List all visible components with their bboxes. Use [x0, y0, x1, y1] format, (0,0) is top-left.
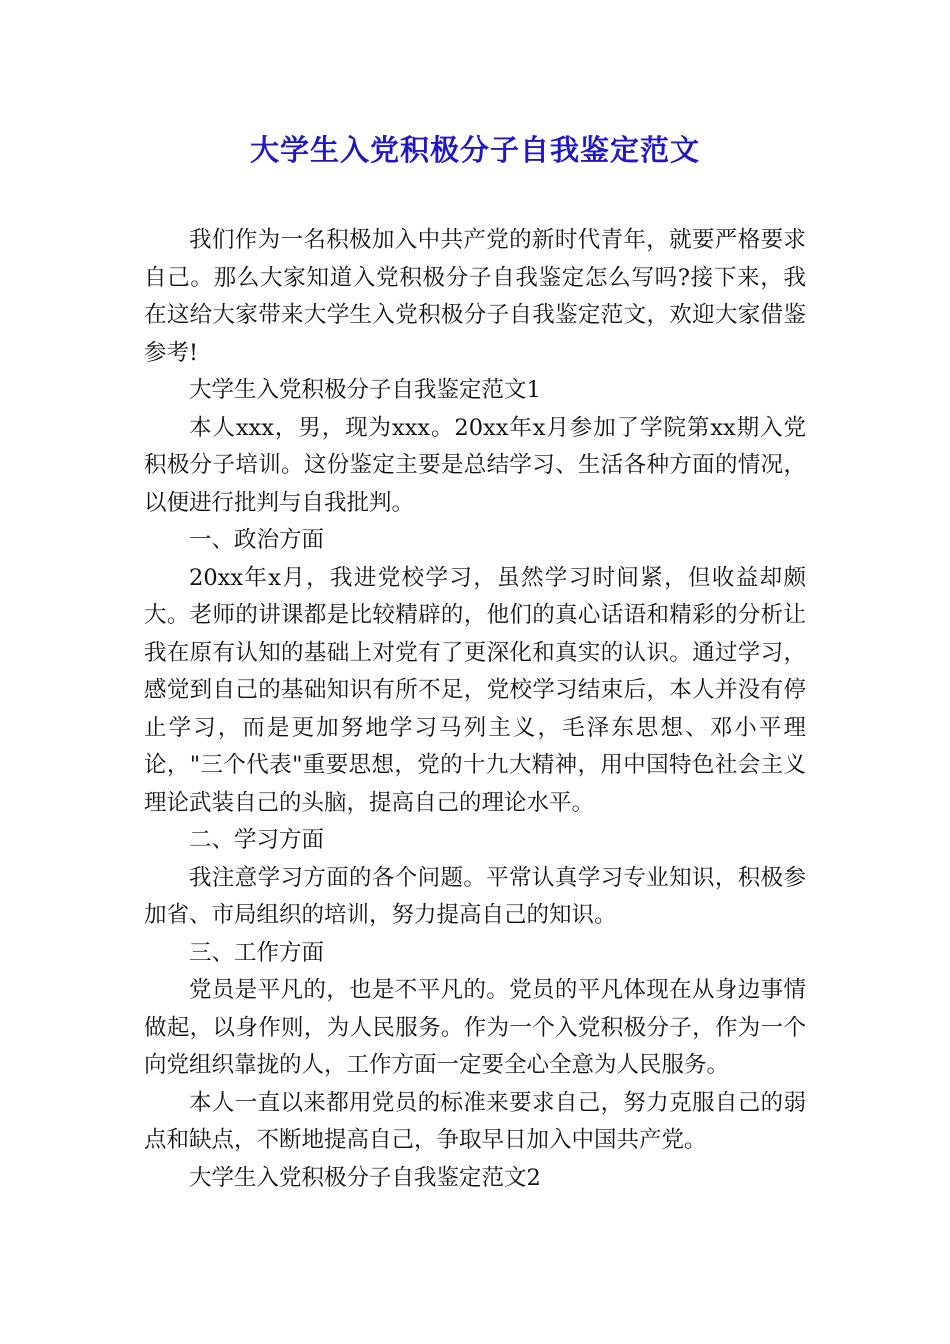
subheading-politics: 一、政治方面 — [189, 527, 325, 553]
paragraph-work: 党员是平凡的，也是不平凡的。党员的平凡体现在从身边事情做起，以身作则，为人民服务。作为一个入党积极分子，作为一个向党组织靠拢的人，工作方面一定要全心全意为人民服务。 — [144, 977, 806, 1078]
paragraph-politics: 20xx年x月，我进党校学习，虽然学习时间紧，但收益却颇大。老师的讲课都是比较精辟的，他们的真心话语和精彩的分析让我在原有认知的基础上对党有了更深化和真实的认识。通过学习，感觉到自己的基础知识有所不足，党校学习结束后，本人并没有停止学习，而是更加努地学习马列主义，毛泽东思想、邓小平理论，"三个代表"重要思想，党的十九大精神，用中国特色社会主义理论武装自己的头脑，提高自己的理论水平。 — [144, 564, 806, 816]
subheading-work: 三、工作方面 — [189, 939, 325, 966]
section-heading-sample-2: 大学生入党积极分子自我鉴定范文2 — [189, 1164, 541, 1191]
intro-paragraph: 我们作为一名积极加入中共产党的新时代青年，就要严格要求自己。那么大家知道入党积极分子自我鉴定怎么写吗?接下来，我在这给大家带来大学生入党积极分子自我鉴定范文，欢迎大家借鉴参考! — [144, 227, 806, 366]
paragraph-study: 我注意学习方面的各个问题。平常认真学习专业知识，积极参加省、市局组织的培训，努力提高自己的知识。 — [144, 864, 806, 928]
document-title: 大学生入党积极分子自我鉴定范文 — [249, 133, 700, 167]
paragraph-self-intro: 本人xxx，男，现为xxx。20xx年x月参加了学院第xx期入党积极分子培训。这份鉴定主要是总结学习、生活各种方面的情况，以便进行批判与自我批判。 — [144, 414, 806, 516]
paragraph-conclusion: 本人一直以来都用党员的标准来要求自己，努力克服自己的弱点和缺点，不断地提高自己，争取早日加入中国共产党。 — [144, 1089, 806, 1153]
document-body — [144, 222, 806, 1197]
section-heading-sample-1: 大学生入党积极分子自我鉴定范文1 — [189, 377, 541, 403]
subheading-study: 二、学习方面 — [189, 827, 325, 853]
